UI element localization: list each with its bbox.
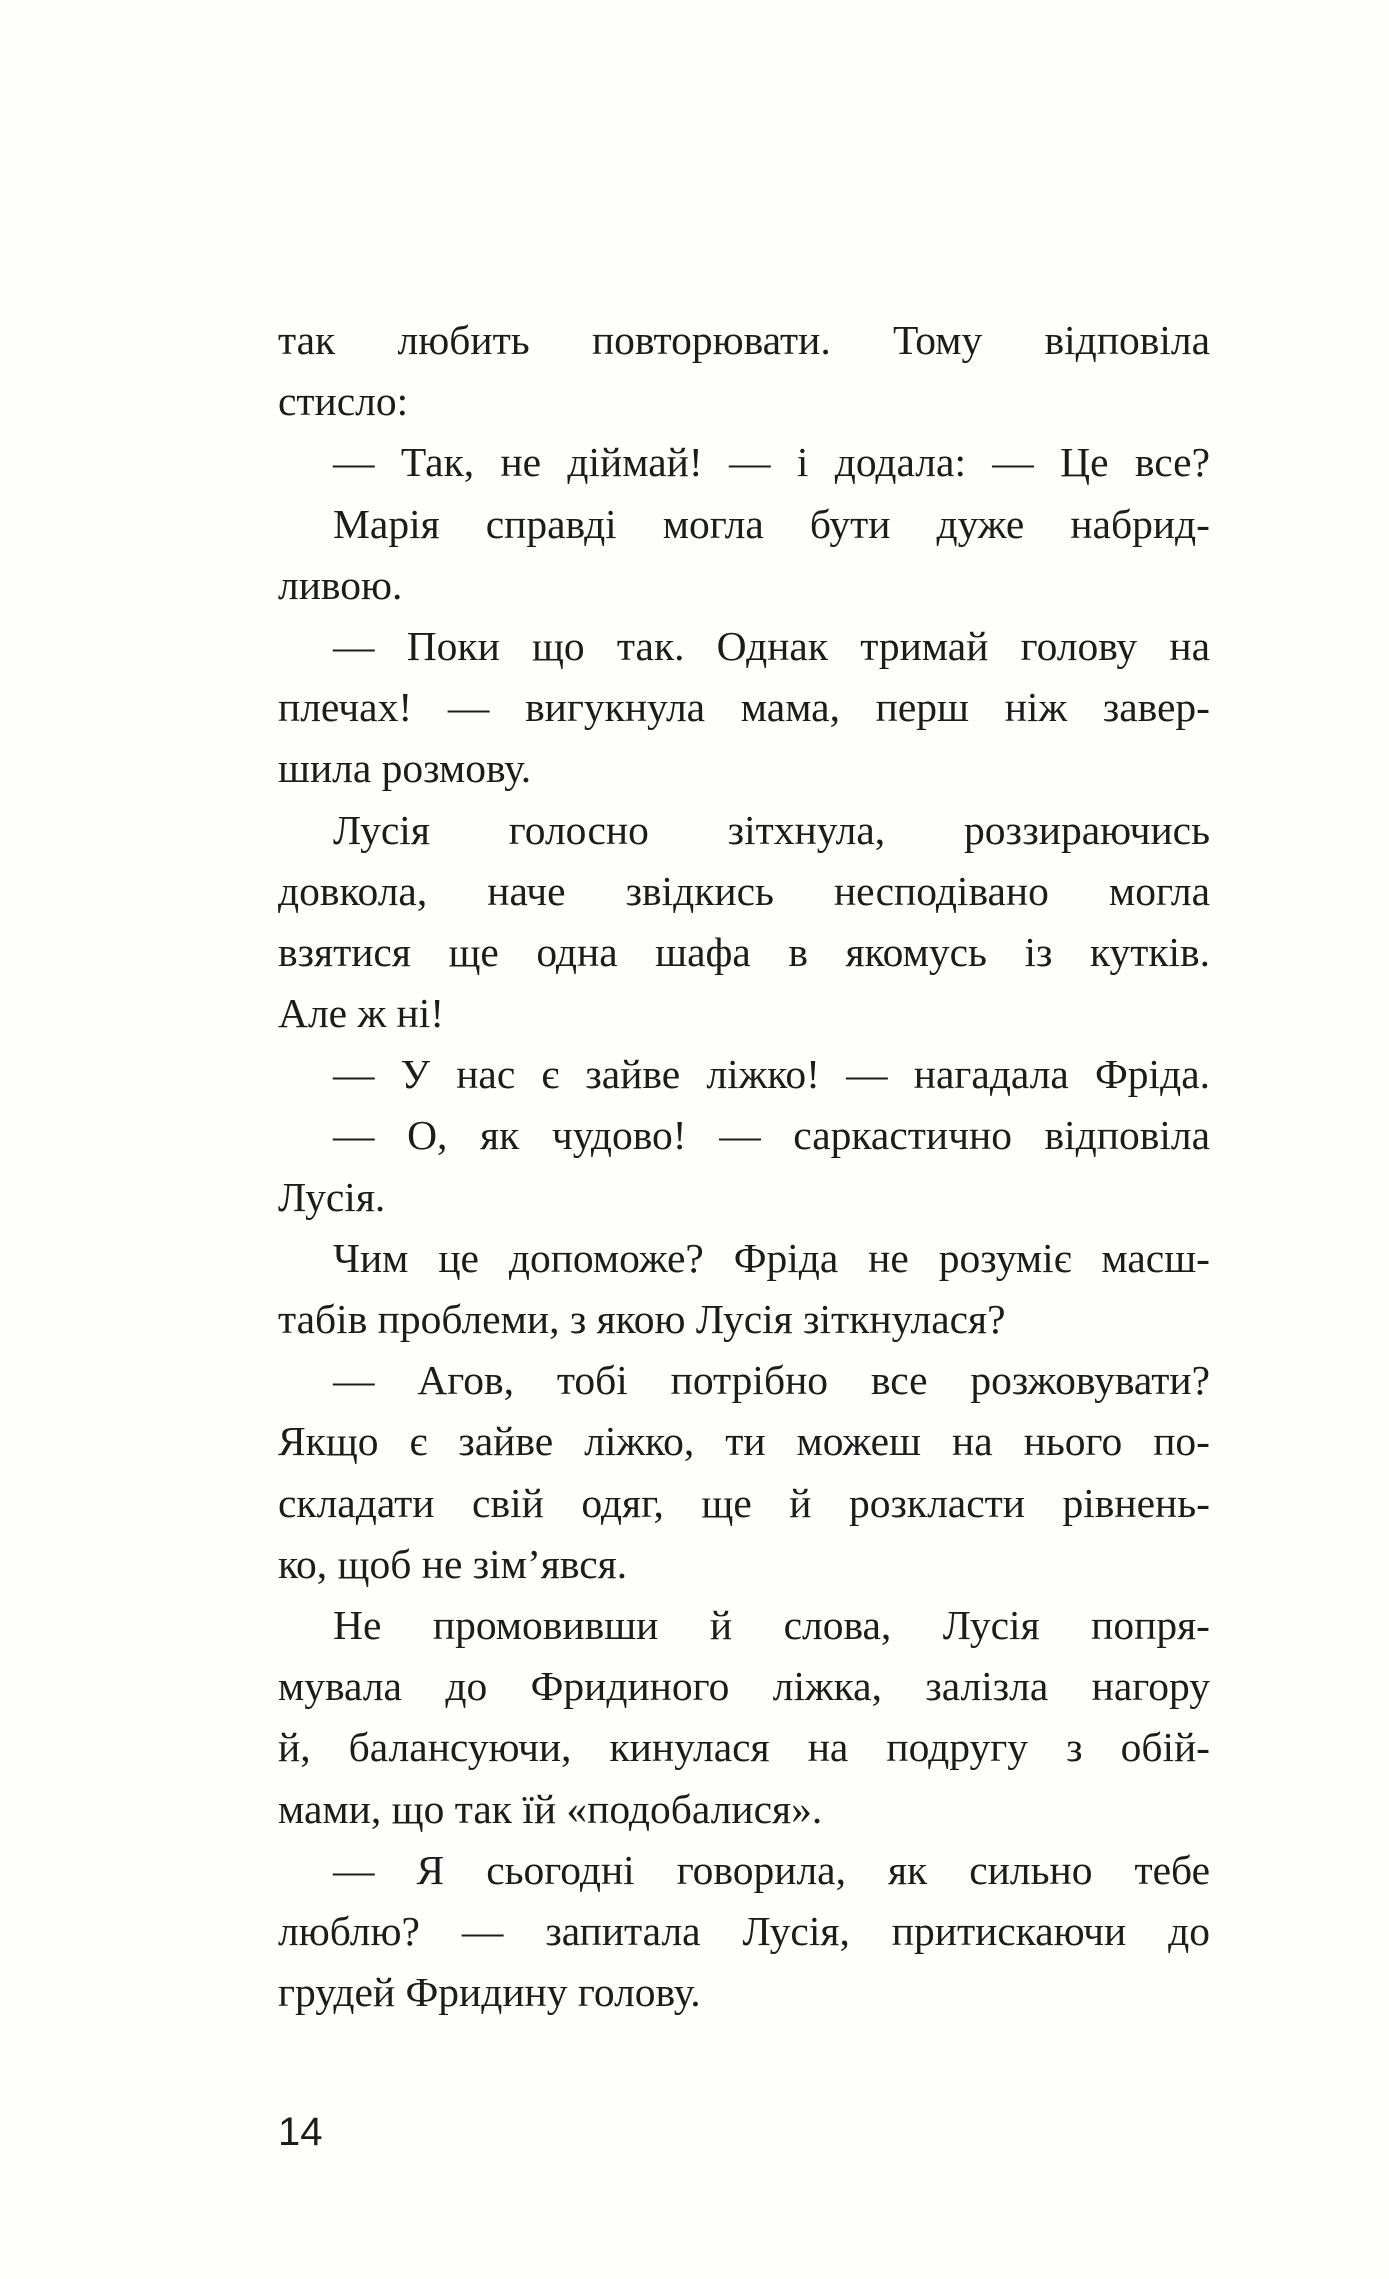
text-line: табів проблеми, з якою Лусія зіткнулася? (278, 1296, 1006, 1342)
text-line: Лусія. (278, 1173, 386, 1220)
text-line: так любить повторювати. Тому відповіла (278, 317, 1210, 363)
text-line: грудей Фридину голову. (278, 1969, 701, 2016)
text-line: довкола, наче звідкись несподівано могла (278, 867, 1210, 914)
text-line: — О, як чудово! — саркастично відповіла (333, 1112, 1210, 1159)
text-line: — Поки що так. Однак тримай голову на (333, 622, 1210, 669)
text-line: стисло: (278, 378, 409, 425)
text-line: Не промовивши й слова, Лусія попря- (333, 1601, 1210, 1648)
text-line: — Агов, тобі потрібно все розжовувати? (333, 1357, 1210, 1404)
text-line: мувала до Фридиного ліжка, залізла нагору (278, 1663, 1210, 1710)
text-line: плечах! — вигукнула мама, перш ніж завер- (278, 684, 1210, 731)
page-number: 14 (278, 2110, 323, 2154)
text-line: — Так, не діймай! — і додала: — Це все? (333, 439, 1210, 486)
text-line: Але ж ні! (278, 990, 445, 1037)
body-text (278, 310, 1210, 2023)
text-line: ливою. (278, 561, 403, 608)
text-line: Якщо є зайве ліжко, ти можеш на нього по- (278, 1418, 1210, 1465)
text-line: складати свій одяг, ще й розкласти рівнень- (278, 1479, 1210, 1526)
text-line: — У нас є зайве ліжко! — нагадала Фріда. (333, 1051, 1210, 1098)
text-line: мами, що так їй «подобалися». (278, 1785, 823, 1832)
text-line: люблю? — запитала Лусія, притискаючи до (278, 1907, 1210, 1954)
text-line: Чим це допоможе? Фріда не розуміє масш- (333, 1234, 1210, 1281)
text-line: — Я сьогодні говорила, як сильно тебе (333, 1846, 1210, 1893)
text-line: Лусія голосно зітхнула, роззираючись (333, 806, 1210, 853)
text-line: й, балансуючи, кинулася на подругу з обій- (278, 1724, 1210, 1771)
text-line: Марія справді могла бути дуже набрид- (333, 500, 1210, 547)
text-line: ко, щоб не зім’явся. (278, 1540, 628, 1587)
text-line: шила розмову. (278, 745, 532, 792)
text-line: взятися ще одна шафа в якомусь із кутків. (278, 928, 1210, 975)
